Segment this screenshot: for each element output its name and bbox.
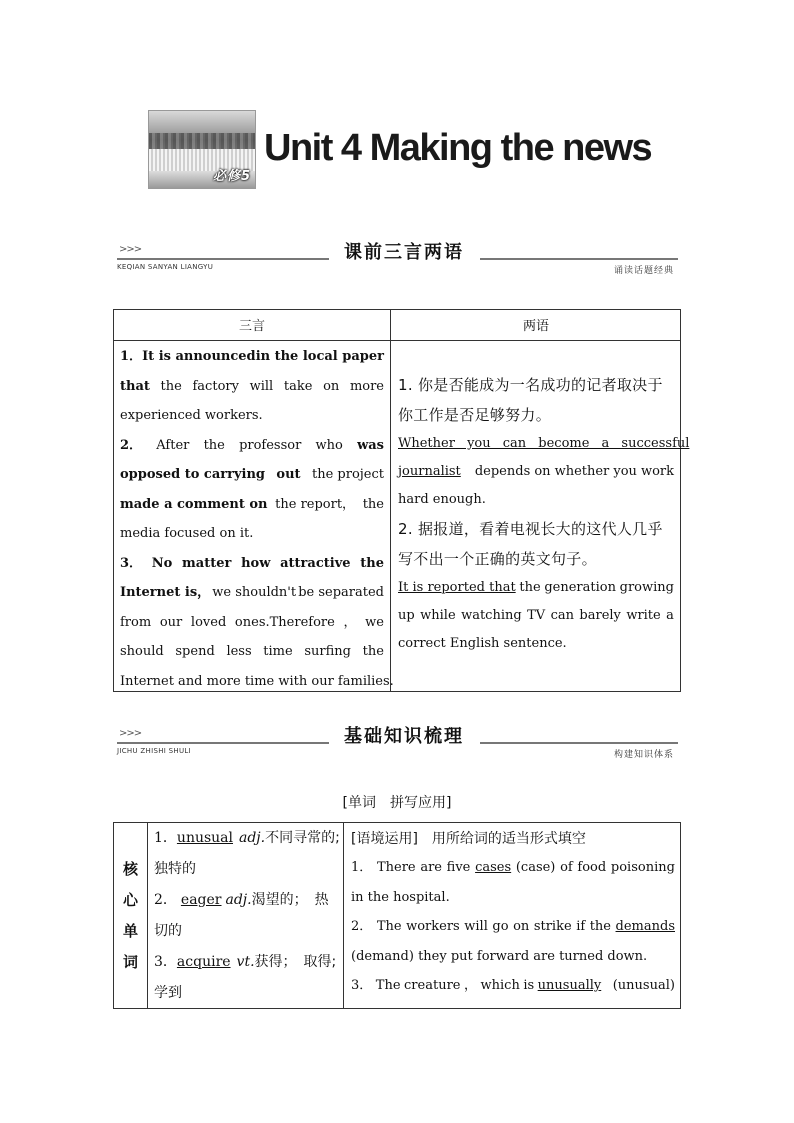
text-line: made a comment on the report， the: [120, 496, 384, 512]
forest-graphic: [149, 133, 255, 149]
answer-line: journalist depends on whether you work: [398, 464, 674, 479]
section-heading: 基础知识梳理: [329, 722, 479, 748]
word-entry: 2． eager adj.渴望的； 热: [154, 892, 329, 908]
unit-title: Unit 4 Making the news: [264, 127, 652, 169]
exercise-line: in the hospital.: [351, 889, 450, 905]
section-header-2: [115, 728, 680, 760]
exercise-list: [351, 823, 675, 1001]
word-list: [154, 823, 338, 1009]
text-line: should spend less time surfing the: [120, 644, 384, 659]
topic-table: [113, 309, 690, 692]
liangyu-column: [398, 342, 690, 658]
section-right-label: 构建知识体系: [613, 750, 674, 760]
text-line: 2． After the professor who was: [120, 437, 384, 453]
text-line: experienced workers.: [120, 408, 263, 423]
answer-line: up while watching TV can barely write a: [398, 608, 674, 623]
word-entry: 1．unusual adj.不同寻常的;: [154, 830, 340, 846]
section-right-label: 诵读话题经典: [613, 266, 674, 276]
table-header-liangyu: 两语: [522, 319, 549, 334]
section-header-1: [115, 244, 680, 276]
exercise-line: 3． The creature ， which is unusually (unusual): [351, 978, 675, 993]
vocab-subtitle: [单词 拼写应用]: [342, 795, 452, 811]
question-zh: 1. 你是否能成为一名成功的记者取决于: [398, 376, 663, 394]
word-meaning: 切的: [154, 923, 182, 939]
word-meaning: 独特的: [154, 861, 196, 877]
text-line: that the factory will take on more: [120, 378, 384, 394]
arrows-icon: >>>: [119, 728, 142, 739]
arrows-icon: >>>: [119, 244, 142, 255]
sanyan-column: [120, 342, 394, 696]
exercise-line: (demand) they put forward are turned down.: [351, 948, 648, 964]
text-line: from our loved ones.Therefore ， we: [120, 614, 384, 630]
text-line: media focused on it.: [120, 526, 254, 541]
category-cell: 核 心 单 词: [122, 859, 138, 971]
exercise-line: 1． There are five cases (case) of food poisoning: [351, 860, 675, 875]
text-line: Internet and more time with our families.: [120, 673, 394, 689]
question-zh: 写不出一个正确的英文句子。: [398, 550, 597, 568]
question-zh: 2. 据报道，看着电视长大的这代人几乎: [398, 520, 663, 538]
table-header-sanyan: 三言: [238, 319, 265, 334]
answer-line: It is reported that the generation growing: [398, 580, 674, 595]
text-line: 1． It is announced in the local paper: [120, 349, 384, 364]
text-line: opposed to carrying out the project: [120, 467, 384, 482]
text-line: Internet is， we shouldn't be separated: [120, 585, 384, 600]
exercise-instruction: [语境运用] 用所给词的适当形式填空: [351, 831, 586, 847]
section-pinyin: KEQIAN SANYAN LIANGYU: [117, 263, 214, 271]
answer-line: hard enough.: [398, 492, 486, 507]
book-badge: 必修5: [212, 169, 251, 184]
word-entry: 3．acquire vt.获得； 取得;: [154, 954, 337, 970]
word-meaning: 学到: [154, 985, 182, 1001]
section-pinyin: JICHU ZHISHI SHULI: [117, 747, 191, 755]
answer-line: Whether you can become a successful: [398, 436, 690, 451]
divider: [480, 258, 678, 260]
unit-cover-thumbnail: [148, 110, 256, 189]
question-zh: 你工作是否足够努力。: [398, 406, 552, 424]
text-line: 3． No matter how attractive the: [120, 555, 384, 571]
vocab-table: [113, 822, 681, 1009]
divider: [480, 742, 678, 744]
exercise-line: 2． The workers will go on strike if the demands: [351, 919, 675, 934]
answer-line: correct English sentence.: [398, 636, 567, 651]
section-heading: 课前三言两语: [329, 238, 479, 264]
